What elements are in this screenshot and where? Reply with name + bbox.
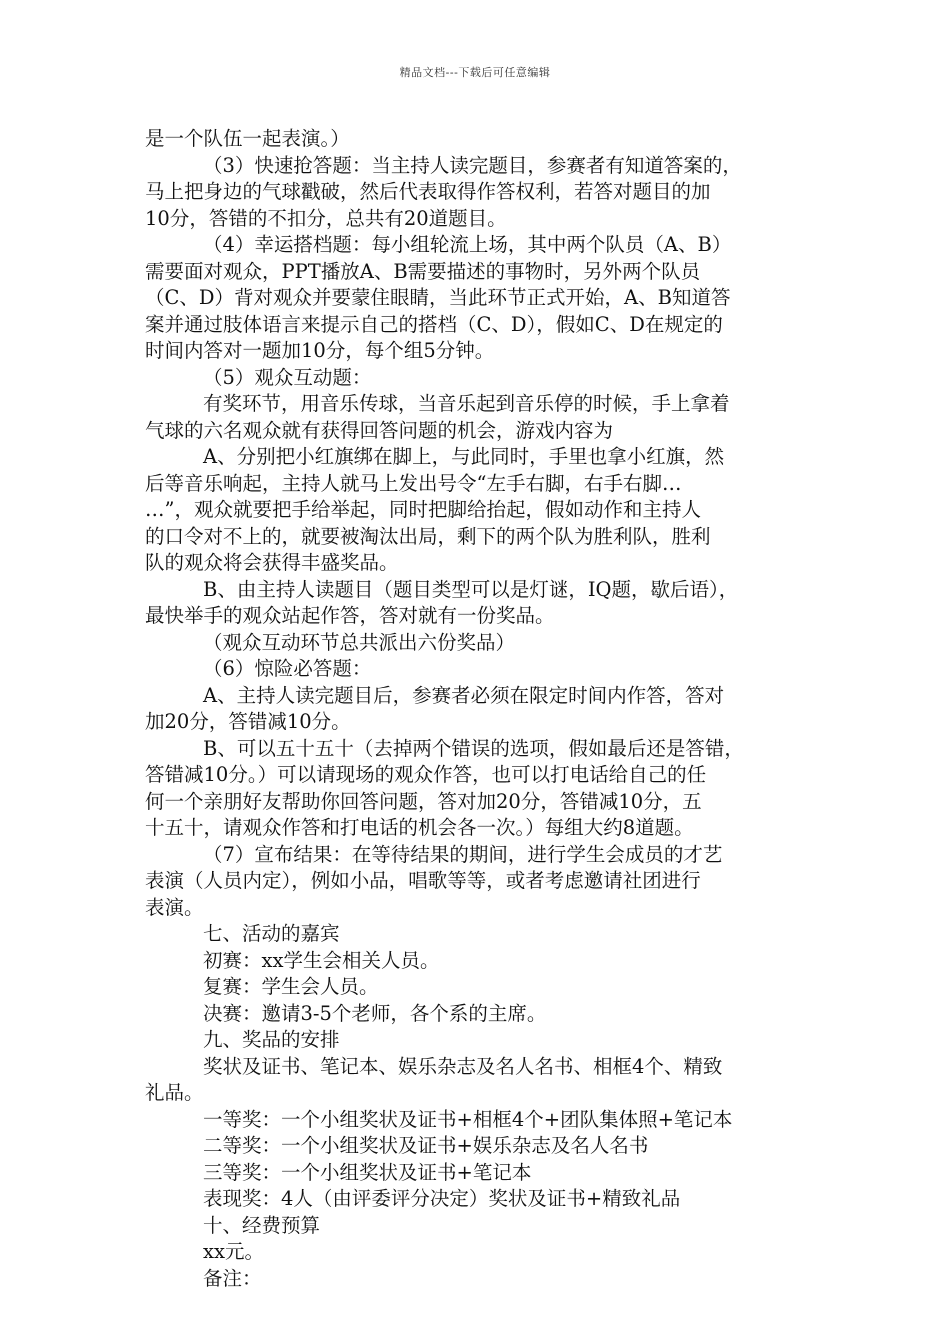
paragraph-line: 一等奖：一个小组奖状及证书+相框4个+团队集体照+笔记本 [203,1107,733,1131]
paragraph-line: 马上把身边的气球戳破，然后代表取得作答权利，若答对题目的加 [145,180,711,203]
paragraph-line: 后等音乐响起，主持人就马上发出号令“左手右脚，右手右脚… [145,471,682,495]
page-header: 精品文档---下载后可任意编辑 [399,66,551,79]
paragraph-line: 决赛：邀请3-5个老师，各个系的主席。 [203,1001,547,1025]
paragraph-line: 礼品。 [145,1081,204,1104]
section-heading: 七、活动的嘉宾 [203,922,340,945]
paragraph-line: xx元。 [203,1240,264,1263]
section-heading: 十、经费预算 [203,1213,321,1237]
paragraph-line: 最快举手的观众站起作答，答对就有一份奖品。 [145,604,555,627]
paragraph-line: 表演。 [145,895,204,919]
paragraph-line: 奖状及证书、笔记本、娱乐杂志及名人名书、相框4个、精致 [203,1054,723,1078]
paragraph-line: B、由主持人读题目（题目类型可以是灯谜，IQ题，歇后语）， [203,577,739,601]
paragraph-line: A、分别把小红旗绑在脚上，与此同时，手里也拿小红旗，然 [203,445,725,468]
paragraph-line: （C、D）背对观众并要蒙住眼睛，当此环节正式开始，A、B知道答 [145,286,731,309]
paragraph-line: 有奖环节，用音乐传球，当音乐起到音乐停的时候，手上拿着 [203,392,730,415]
paragraph-line: （5）观众互动题： [203,365,372,389]
paragraph-line: （3）快速抢答题：当主持人读完题目，参赛者有知道答案的， [203,153,742,177]
paragraph-line: 十五十，请观众作答和打电话的机会各一次。）每组大约8道题。 [145,816,694,839]
paragraph-line: 初赛：xx学生会相关人员。 [203,948,440,972]
paragraph-line: 需要面对观众，PPT播放A、B需要描述的事物时，另外两个队员 [145,259,701,283]
paragraph-line: 何一个亲朋好友帮助你回答问题，答对加20分，答错减10分，五 [145,789,702,813]
paragraph-line: 表演（人员内定），例如小品，唱歌等等，或者考虑邀请社团进行 [145,869,701,892]
paragraph-line: 队的观众将会获得丰盛奖品。 [145,551,399,574]
paragraph-line: 二等奖：一个小组奖状及证书+娱乐杂志及名人名书 [203,1134,649,1157]
paragraph-line: 是一个队伍一起表演。） [145,127,350,150]
paragraph-line: 备注： [203,1266,262,1290]
paragraph-line: B、可以五十五十（去掉两个错误的选项，假如最后还是答错， [203,736,744,760]
paragraph-line: A、主持人读完题目后，参赛者必须在限定时间内作答，答对 [203,683,725,707]
paragraph-line: （7）宣布结果：在等待结果的期间，进行学生会成员的才艺 [203,842,723,866]
paragraph-line: 三等奖：一个小组奖状及证书+笔记本 [203,1160,532,1184]
paragraph-line: 气球的六名观众就有获得回答问题的机会，游戏内容为 [145,418,614,442]
paragraph-line: 案并通过肢体语言来提示自己的搭档（C、D），假如C、D在规定的 [145,312,723,336]
paragraph-line: （6）惊险必答题： [203,657,372,680]
document-body [145,126,813,1292]
paragraph-line: …”，观众就要把手给举起，同时把脚给抬起，假如动作和主持人 [145,498,701,521]
paragraph-line: 答错减10分。）可以请现场的观众作答，也可以打电话给自己的任 [145,763,707,786]
paragraph-line: 表现奖：4人（由评委评分决定）奖状及证书+精致礼品 [203,1187,681,1210]
paragraph-line: 时间内答对一题加10分，每个组5分钟。 [145,339,495,362]
paragraph-line: 的口令对不上的，就要被淘汰出局，剩下的两个队为胜利队，胜利 [145,524,711,548]
paragraph-line: 加20分，答错减10分。 [145,710,351,733]
section-heading: 九、奖品的安排 [203,1028,340,1051]
paragraph-line: （4）幸运搭档题：每小组轮流上场，其中两个队员（A、B） [203,233,732,256]
paragraph-line: 10分，答错的不扣分，总共有20道题目。 [145,206,507,230]
paragraph-line: （观众互动环节总共派出六份奖品） [203,630,516,654]
paragraph-line: 复赛：学生会人员。 [203,975,379,998]
